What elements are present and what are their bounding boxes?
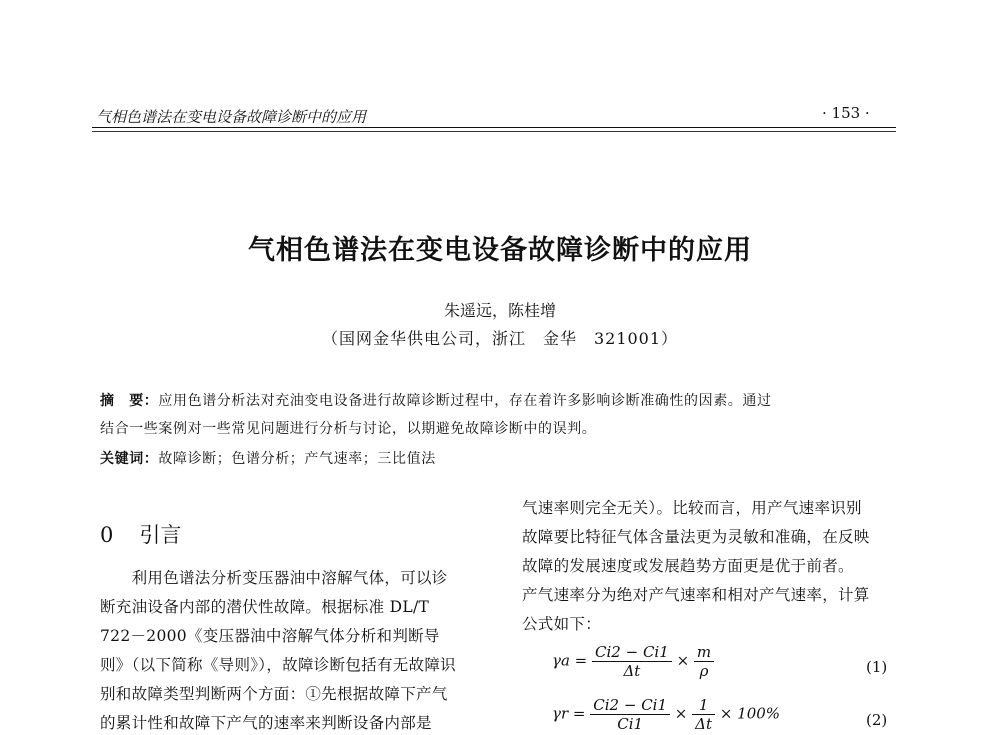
body-line: 气速率则完全无关）。比较而言，用产气速率识别 (522, 499, 862, 517)
equation-denominator: Ci1 (617, 715, 644, 733)
equation-fraction (694, 643, 714, 680)
article-authors: 朱遥远，陈桂增 (443, 301, 556, 320)
section-number: 0 (100, 523, 114, 547)
equation-fraction (692, 696, 715, 733)
body-line: 产气速率分为绝对产气速率和相对产气速率，计算 (522, 586, 870, 604)
keywords-text: 故障诊断；色谱分析；产气速率；三比值法 (158, 451, 436, 467)
abstract-line-1 (100, 390, 772, 410)
equation-denominator: Δt (695, 715, 713, 733)
equation-fraction (592, 643, 672, 680)
equation-numerator: Ci2 − Ci1 (592, 643, 672, 662)
equation-lhs: γr = (552, 704, 586, 723)
equation-number: (2) (866, 711, 888, 729)
body-line: 故障的发展速度或发展趋势方面更是优于前者。 (522, 557, 854, 575)
equation-operator: × (674, 704, 688, 723)
equation-operator: × (676, 651, 690, 670)
body-line: 别和故障类型判断两个方面：①先根据故障下产气 (100, 685, 448, 703)
running-title: 气相色谱法在变电设备故障诊断中的应用 (96, 108, 367, 126)
body-line: 利用色谱法分析变压器油中溶解气体，可以诊 (100, 569, 448, 587)
equation-fraction (590, 696, 670, 733)
article-title: 气相色谱法在变电设备故障诊断中的应用 (248, 235, 752, 266)
equation-2 (552, 696, 780, 733)
page-number: · 153 · (822, 104, 870, 122)
equation-1 (552, 643, 714, 680)
header-rule-thin (92, 131, 896, 132)
abstract-text-1: 应用色谱分析法对充油变电设备进行故障诊断过程中，存在着许多影响诊断准确性的因素。通过 (158, 393, 772, 409)
body-line: 则》（以下简称《导则》），故障诊断包括有无故障识 (100, 656, 456, 674)
keywords-label: 关键词： (100, 451, 159, 467)
section-heading (100, 519, 181, 549)
article-affiliation: （国网金华供电公司，浙江 金华 321001） (321, 329, 679, 348)
equation-tail: × 100% (719, 704, 781, 723)
equation-numerator: m (694, 643, 714, 662)
equation-denominator: ρ (699, 662, 709, 680)
keywords-line (100, 448, 436, 468)
section-title: 引言 (139, 523, 182, 547)
body-line: 的累计性和故障下产气的速率来判断设备内部是 (100, 714, 432, 732)
body-line: 断充油设备内部的潜伏性故障。根据标准 DL/T (100, 598, 430, 616)
header-rule (92, 127, 896, 128)
equation-numerator: Ci2 − Ci1 (590, 696, 670, 715)
equation-denominator: Δt (623, 662, 641, 680)
equation-number: (1) (866, 658, 888, 676)
body-line: 722－2000《变压器油中溶解气体分析和判断导 (100, 627, 440, 645)
abstract-line-2: 结合一些案例对一些常见问题进行分析与讨论，以期避免故障诊断中的误判。 (100, 421, 597, 437)
body-line: 故障要比特征气体含量法更为灵敏和准确，在反映 (522, 528, 870, 546)
body-line: 公式如下： (522, 615, 602, 633)
abstract-label: 摘 要： (100, 393, 159, 409)
equation-numerator: 1 (692, 696, 715, 715)
equation-lhs: γa = (552, 651, 588, 670)
